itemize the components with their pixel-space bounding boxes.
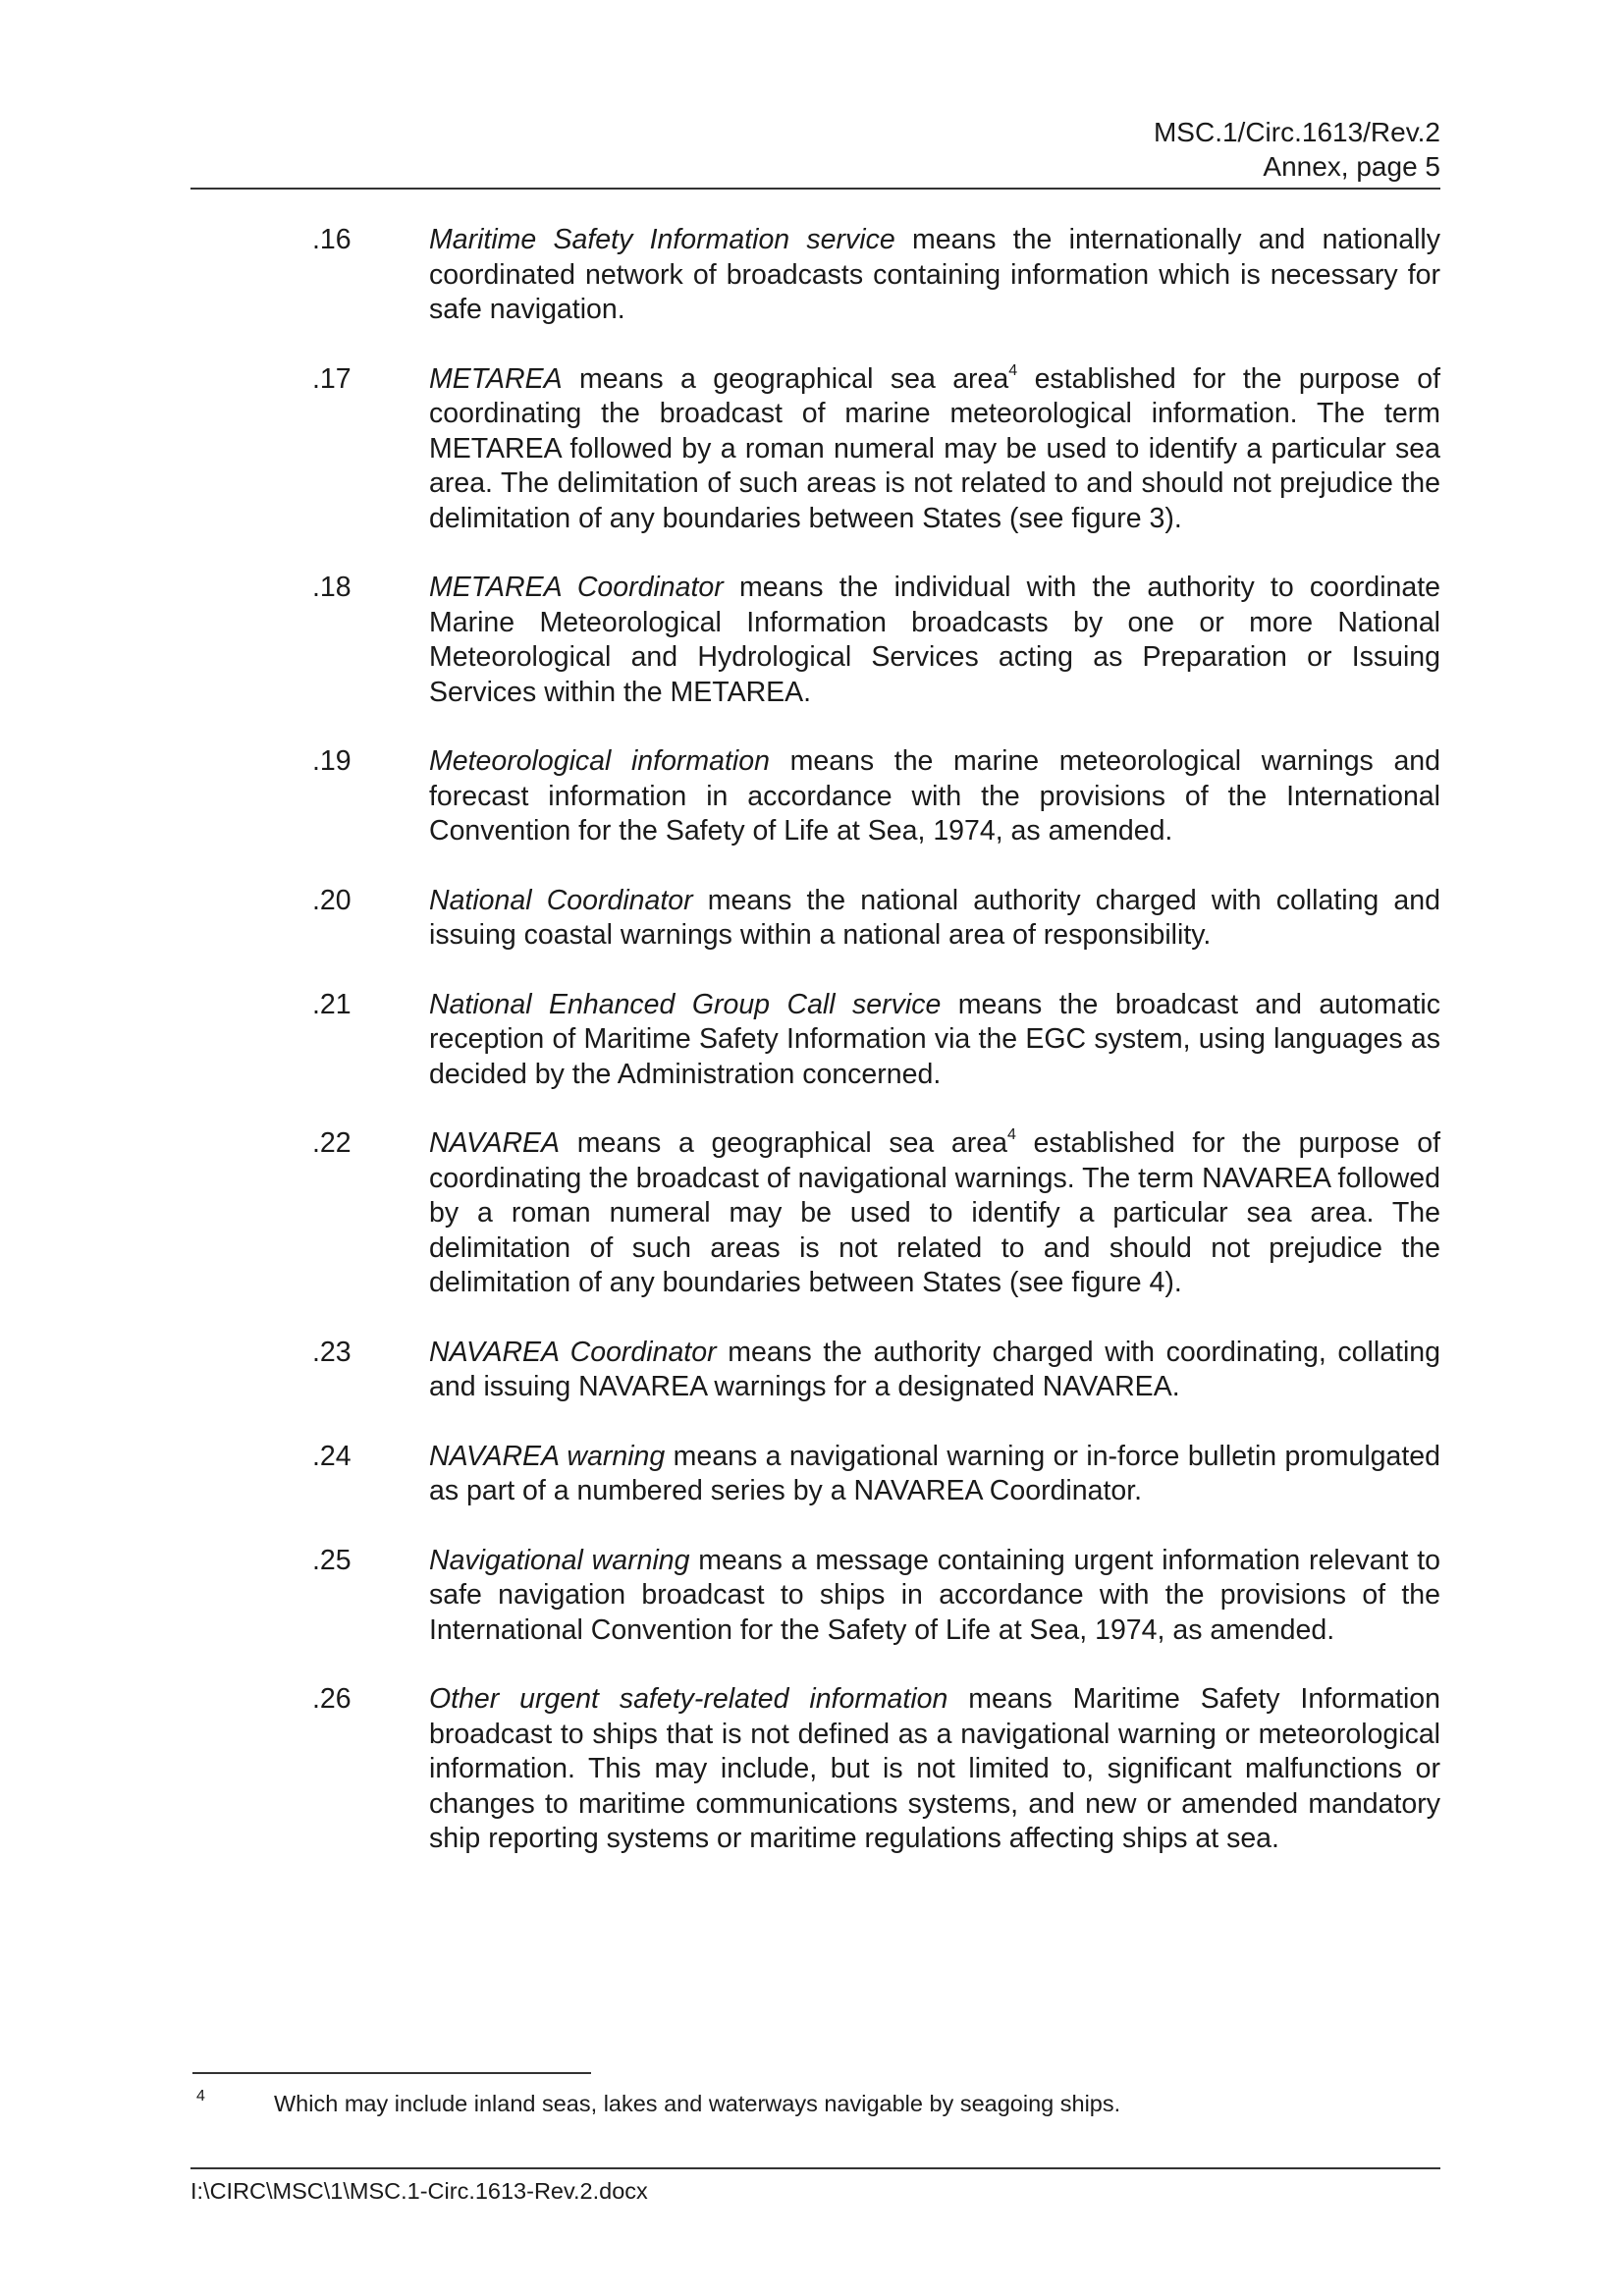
definition-item (0, 1336, 1623, 1405)
footer-file-path: I:\CIRC\MSC\1\MSC.1-Circ.1613-Rev.2.docx (190, 2178, 648, 2204)
definition-text (429, 362, 1440, 537)
definition-term: NAVAREA (429, 1127, 561, 1159)
definition-body-continued: established for the purpose of coordinating the broadcast of marine meteorological information. The term METAREA followed by a roman numeral may be used to identify a particular sea area. The delimitation of such areas is not related to and should not prejudice the delimitation of any boundaries between States (see figure 3). (429, 362, 1441, 534)
definition-item (0, 988, 1623, 1093)
definition-body: means the marine meteorological warnings and forecast information in accordance with the provisions of the International Convention for the Safety of Life at Sea, 1974, as amended. (429, 745, 1440, 847)
definition-body: means the internationally and nationally coordinated network of broadcasts containing information which is necessary for safe navigation. (429, 224, 1440, 325)
definition-text (429, 571, 1440, 710)
definition-number: .16 (312, 224, 352, 255)
page-header (1154, 115, 1440, 184)
definition-number: .20 (312, 884, 352, 916)
definition-term: Maritime Safety Information service (429, 224, 895, 255)
definition-text (429, 744, 1440, 849)
definition-number: .26 (312, 1683, 352, 1715)
definition-text (429, 884, 1440, 954)
definition-term: METAREA Coordinator (429, 572, 724, 603)
definition-text (429, 1544, 1440, 1649)
definition-item (0, 1682, 1623, 1857)
footnote-mark: 4 (196, 2088, 205, 2105)
definition-body: means the individual with the authority to coordinate Marine Meteorological Information broadcasts by one or more National Meteorological and Hydrological Services acting as Preparation or Issuing Services within the METAREA. (429, 572, 1441, 708)
definition-term: National Enhanced Group Call service (429, 988, 942, 1020)
footnote-separator (192, 2072, 591, 2074)
document-reference: MSC.1/Circ.1613/Rev.2 (1153, 117, 1440, 147)
definition-body: means a geographical sea area (562, 362, 1009, 395)
definition-body: means a message containing urgent information relevant to safe navigation broadcast to ships in accordance with the provisions of the International Convention for the Safety of Life at Sea, 1974, as amended. (429, 1544, 1440, 1646)
definition-item (0, 571, 1623, 710)
definition-item (0, 1544, 1623, 1649)
definition-term: NAVAREA warning (429, 1440, 666, 1472)
definition-body: means a geographical sea area (560, 1127, 1007, 1159)
definition-number: .17 (312, 362, 352, 395)
definition-body: means a navigational warning or in-force bulletin promulgated as part of a numbered series by a NAVAREA Coordinator. (429, 1440, 1440, 1506)
definition-term: Other urgent safety-related information (429, 1683, 948, 1715)
definition-body-continued: established for the purpose of coordinating the broadcast of navigational warnings. The term NAVAREA followed by a roman numeral may be used to identify a particular sea area. The delimitation of such areas is not related to and should not prejudice the delimitation of any boundaries between States (see figure 4). (429, 1127, 1440, 1298)
definition-term: Meteorological information (429, 745, 770, 777)
footnote-text: Which may include inland seas, lakes and waterways navigable by seagoing ships. (274, 2091, 1121, 2116)
definition-number: .23 (312, 1336, 352, 1368)
definition-number: .21 (312, 988, 352, 1020)
definition-text (429, 1440, 1440, 1509)
definition-term: Navigational warning (429, 1544, 690, 1576)
definition-term: National Coordinator (429, 884, 693, 916)
page-label: Annex, page 5 (1263, 151, 1440, 182)
definition-text (429, 1682, 1440, 1857)
footer-divider (190, 2167, 1440, 2169)
definition-term: METAREA (429, 362, 563, 395)
definition-number: .19 (312, 745, 352, 777)
definitions-list (0, 223, 1623, 1891)
definition-item (0, 223, 1623, 328)
definition-text (429, 1336, 1440, 1405)
definition-body: means Maritime Safety Information broadcast to ships that is not defined as a navigational warning or meteorological information. This may include, but is not limited to, significant malfunctions or changes to maritime communications systems, and new or amended mandatory ship reporting systems or maritime regulations affecting ships at sea. (429, 1683, 1440, 1854)
definition-text (429, 988, 1440, 1093)
footnote-reference: 4 (1006, 1126, 1016, 1143)
header-divider (190, 188, 1440, 190)
definition-number: .24 (312, 1440, 352, 1472)
definition-body: means the broadcast and automatic reception of Maritime Safety Information via the EGC system, using languages as decided by the Administration concerned. (429, 988, 1440, 1090)
definition-number: .25 (312, 1544, 352, 1576)
definition-term: NAVAREA Coordinator (429, 1336, 717, 1368)
definition-item (0, 1440, 1623, 1509)
definition-item (0, 362, 1623, 537)
definition-text (429, 1126, 1440, 1301)
definition-item (0, 744, 1623, 849)
definition-item (0, 1126, 1623, 1301)
definition-body: means the national authority charged with collating and issuing coastal warnings within a national area of responsibility. (429, 884, 1440, 951)
definition-number: .22 (312, 1127, 352, 1159)
definition-body: means the authority charged with coordinating, collating and issuing NAVAREA warnings for a designated NAVAREA. (429, 1336, 1440, 1402)
definition-item (0, 884, 1623, 954)
footnote-reference: 4 (1008, 361, 1018, 379)
definition-number: .18 (312, 572, 352, 603)
definition-text (429, 223, 1440, 328)
